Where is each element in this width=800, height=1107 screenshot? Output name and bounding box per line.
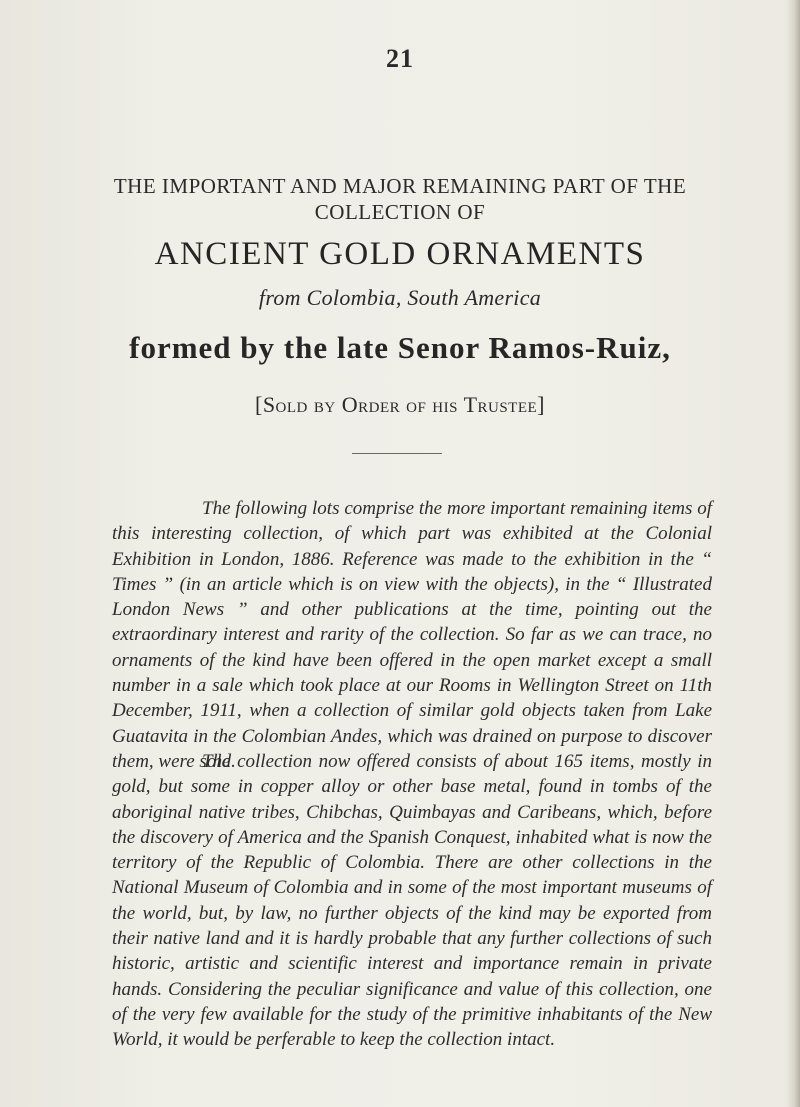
divider-rule (352, 453, 442, 454)
heading-line-2: COLLECTION OF (314, 200, 486, 224)
collection-title: ANCIENT GOLD ORNAMENTS (154, 236, 646, 272)
collection-owner: formed by the late Senor Ramos-Ruiz, (129, 330, 671, 365)
sale-notice: [Sold by Order of his Trustee] (255, 392, 545, 417)
collection-origin: from Colombia, South America (258, 285, 542, 310)
heading-line-1: THE IMPORTANT AND MAJOR REMAINING PART OF THE (113, 174, 687, 198)
intro-paragraph: The following lots comprise the more important remaining items of this interesting collection, of which part was exhibited at the Colonial Exhibition in London, 1886. Reference was made to the exhibition in the “ Times ” (in an article which is on view with the objects), in the “ Illustrated London News ” and other publications at the time, pointing out the extraordinary interest and rarity of the collection. So far as we can trace, no ornaments of the kind have been offered in the open market except a small number in a sale which took place at our Rooms in Wellington Street on 11th December, 1911, when a collection of similar gold objects taken from Lake Guatavita in the Colombian Andes, which was drained on purpose to discover them, were sold. (112, 498, 712, 772)
page-number: 21 (386, 44, 414, 73)
collection-paragraph: The collection now offered consists of about 165 items, mostly in gold, but some in copper alloy or other base metal, found in tombs of the aboriginal native tribes, Chibchas, Quimbayas and Caribeans, which, before the discovery of America and the Spanish Conquest, inhabited what is now the territory of the Republic of Colombia. There are other collections in the National Museum of Colombia and in some of the most important museums of the world, but, by law, no further objects of the kind may be exported from their native land and it is hardly probable that any further collections of such historic, artistic and scientific interest and importance remain in private hands. Considering the peculiar significance and value of this collection, one of the very few available for the study of the primitive inhabitants of the New World, it would be perferable to keep the collection intact. (112, 751, 712, 1051)
page-edge-shadow (786, 0, 800, 1107)
